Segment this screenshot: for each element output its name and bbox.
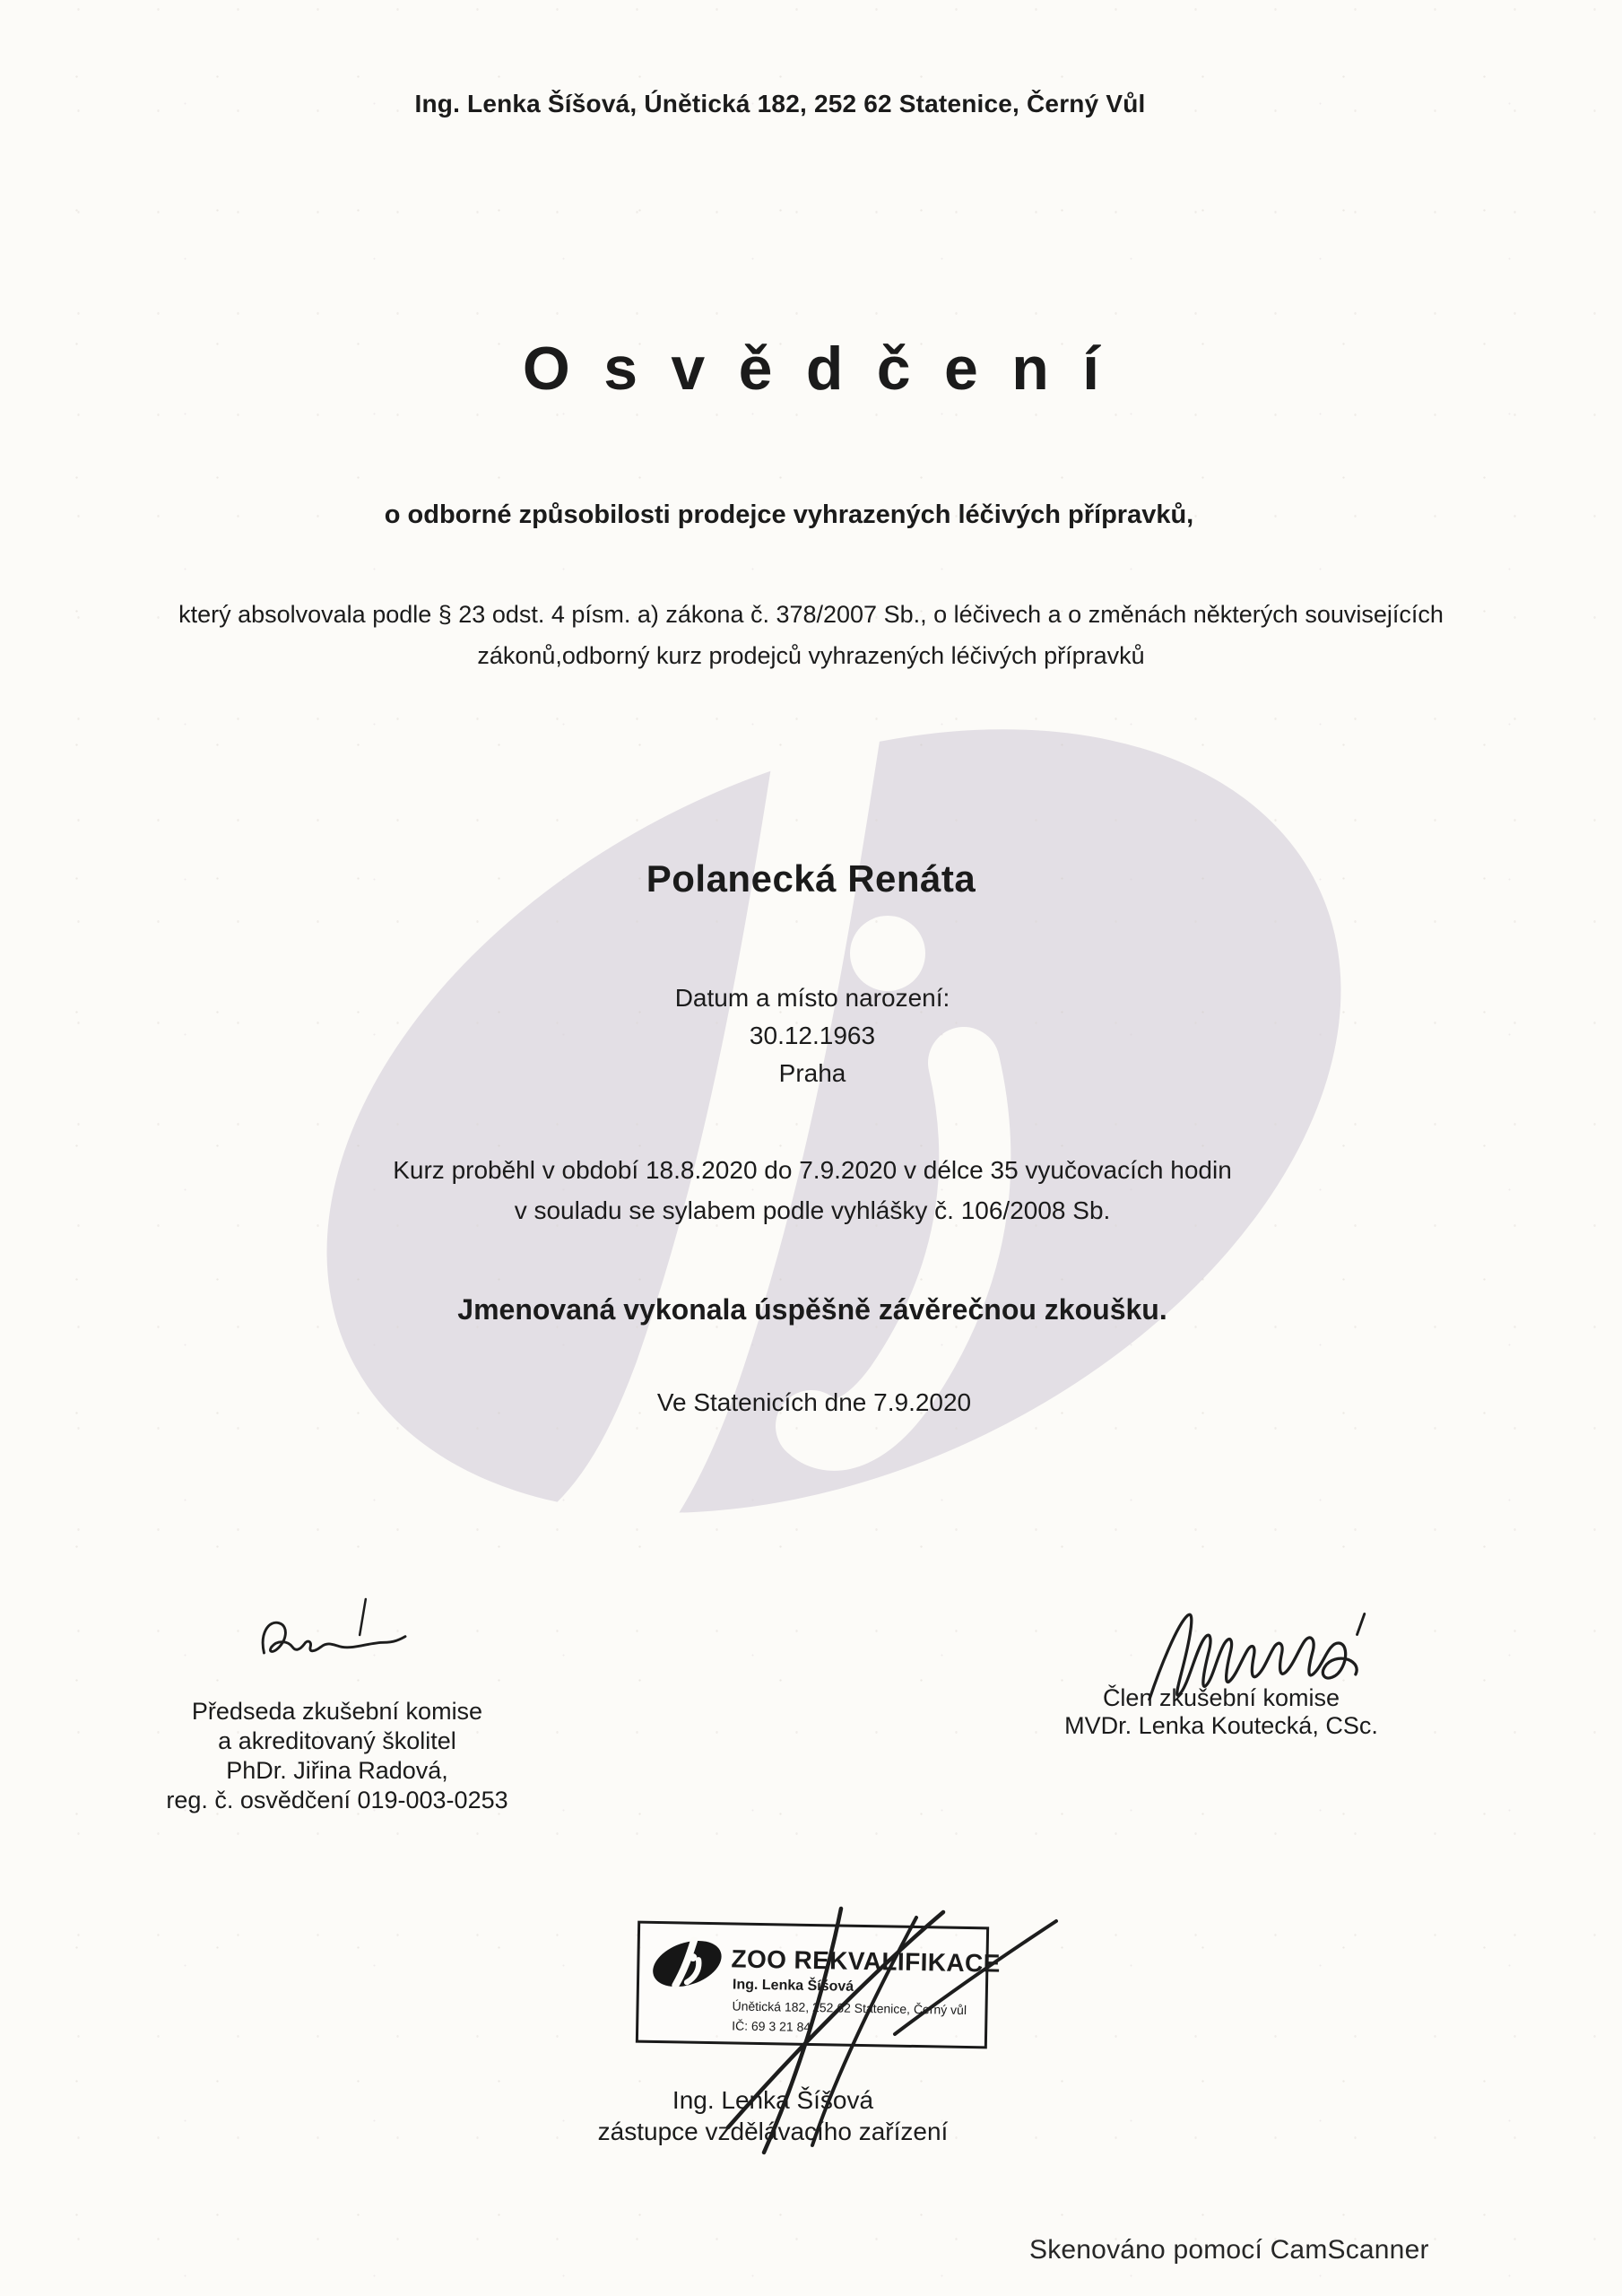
stamp-address: Únětická 182, 252 62 Statenice, Černý vůl	[732, 1998, 967, 2018]
stamp-company-id: IČ: 69 3 21 84	[732, 2018, 811, 2034]
watermark-logo-icon	[256, 668, 1412, 1574]
course-syllabus-line: v souladu se sylabem podle vyhlášky č. 106/2008 Sb.	[514, 1196, 1111, 1224]
chair-role-line-2: a akreditovaný školitel	[218, 1727, 456, 1754]
birth-place: Praha	[778, 1059, 846, 1087]
signature-representative	[708, 1901, 1067, 2170]
chair-registration: reg. č. osvědčení 019-003-0253	[166, 1787, 508, 1813]
signature-chair	[244, 1595, 432, 1684]
member-name: MVDr. Lenka Koutecká, CSc.	[1064, 1712, 1378, 1739]
chair-name: PhDr. Jiřina Radová,	[226, 1757, 448, 1784]
chair-role-line-1: Předseda zkušební komise	[191, 1698, 483, 1725]
certificate-title: Osvědčení	[522, 335, 1133, 403]
stamp-person: Ing. Lenka Šíšová	[732, 1977, 854, 1995]
birth-info	[0, 979, 1622, 1092]
birth-date: 30.12.1963	[749, 1022, 876, 1049]
intro-line-2: zákonů,odborný kurz prodejců vyhrazených léčivých přípravků	[477, 642, 1145, 669]
exam-statement: Jmenovaná vykonala úspěšně závěrečnou zkoušku.	[457, 1293, 1167, 1326]
holder-name: Polanecká Renáta	[646, 857, 976, 900]
representative-name: Ing. Lenka Šíšová	[672, 2086, 874, 2114]
camscanner-note: Skenováno pomocí CamScanner	[1029, 2235, 1429, 2265]
member-signatory	[952, 1684, 1490, 1740]
representative-role: zástupce vzdělávacího zařízení	[597, 2118, 949, 2145]
certificate-subtitle: o odborné způsobilosti prodejce vyhrazených léčivých přípravků,	[384, 500, 1194, 529]
course-period-line: Kurz proběhl v období 18.8.2020 do 7.9.2020 v délce 35 vyučovacích hodin	[393, 1156, 1232, 1184]
header-address: Ing. Lenka Šíšová, Únětická 182, 252 62 Statenice, Černý Vůl	[414, 90, 1146, 117]
place-date: Ve Statenicích dne 7.9.2020	[656, 1388, 972, 1416]
intro-line-1: který absolvovala podle § 23 odst. 4 písm. a) zákona č. 378/2007 Sb., o léčivech a o změnách některých souvisejících	[178, 601, 1444, 628]
stamp-org-name: ZOO REKVALIFIKACE	[731, 1944, 1001, 1978]
member-role-line: Člen zkušební komise	[1102, 1684, 1340, 1711]
birth-label: Datum a místo narození:	[674, 984, 950, 1012]
course-info	[0, 1150, 1622, 1231]
chair-signatory	[68, 1697, 606, 1815]
intro-paragraph	[0, 594, 1622, 676]
